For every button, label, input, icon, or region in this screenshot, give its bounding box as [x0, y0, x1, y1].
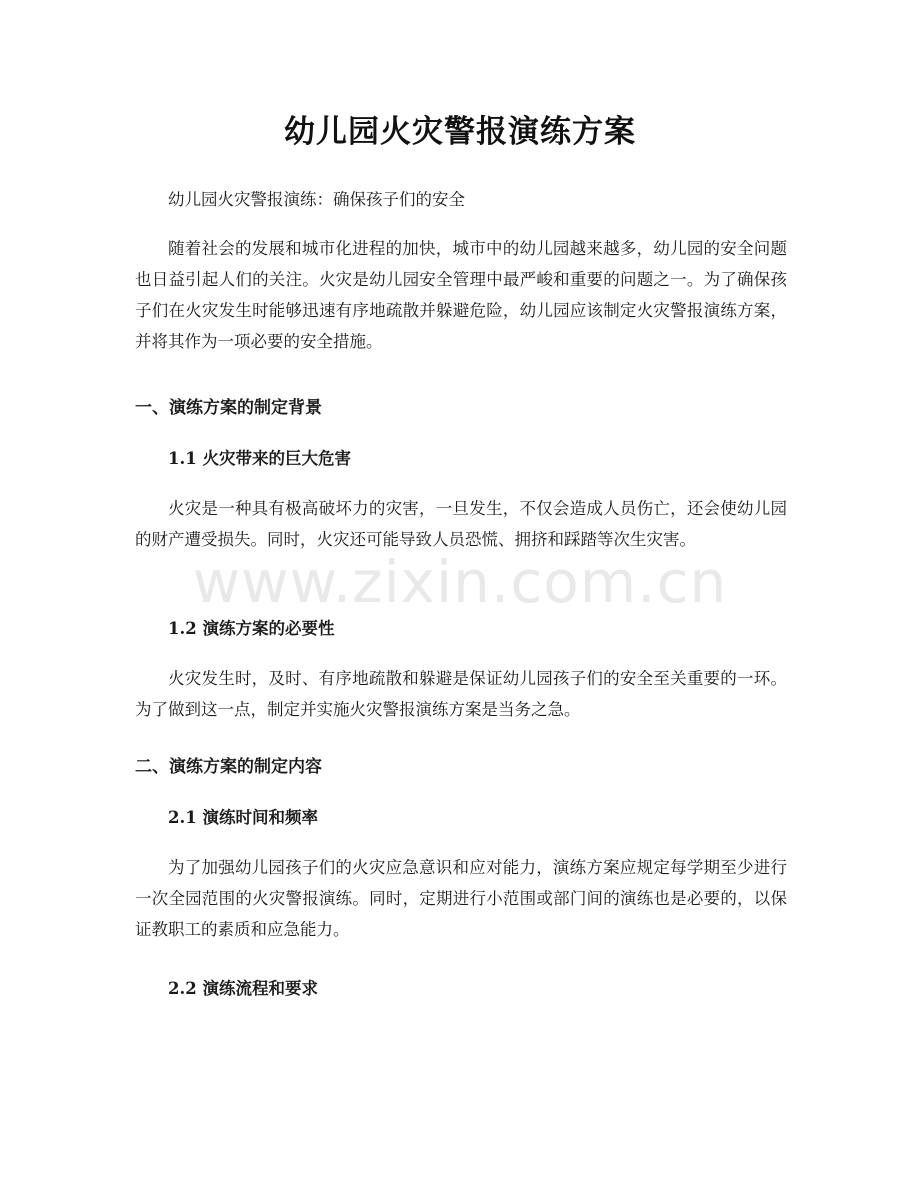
intro-paragraph: 随着社会的发展和城市化进程的加快，城市中的幼儿园越来越多，幼儿园的安全问题也日益引起人们的关注。火灾是幼儿园安全管理中最严峻和重要的问题之一。为了确保孩子们在火灾发生时能够迅速有序地疏散并躲避危险，幼儿园应该制定火灾警报演练方案，并将其作为一项必要的安全措施。 [135, 239, 787, 351]
document-title: 幼儿园火灾警报演练方案 [284, 114, 636, 150]
section2-1-body: 为了加强幼儿园孩子们的火灾应急意识和应对能力，演练方案应规定每学期至少进行一次全园范围的火灾警报演练。同时，定期进行小范围或部门间的演练也是必要的，以保证教职工的素质和应急能力。 [135, 858, 787, 939]
watermark: www.zixin.com.cn [192, 548, 728, 616]
section2-1-heading: 2.1 演练时间和频率 [168, 808, 318, 827]
section1-2-heading: 1.2 演练方案的必要性 [168, 619, 335, 638]
section1-1-body: 火灾是一种具有极高破坏力的灾害，一旦发生，不仅会造成人员伤亡，还会使幼儿园的财产遭受损失。同时，火灾还可能导致人员恐慌、拥挤和踩踏等次生灾害。 [135, 499, 787, 549]
section2-2-heading: 2.2 演练流程和要求 [168, 979, 318, 998]
section1-heading: 一、演练方案的制定背景 [135, 398, 322, 418]
section2-heading: 二、演练方案的制定内容 [135, 757, 322, 777]
section1-1-heading: 1.1 火灾带来的巨大危害 [168, 449, 351, 468]
section1-2-body: 火灾发生时，及时、有序地疏散和躲避是保证幼儿园孩子们的安全至关重要的一环。为了做到这一点，制定并实施火灾警报演练方案是当务之急。 [135, 669, 787, 719]
subtitle-paragraph: 幼儿园火灾警报演练：确保孩子们的安全 [168, 190, 465, 209]
